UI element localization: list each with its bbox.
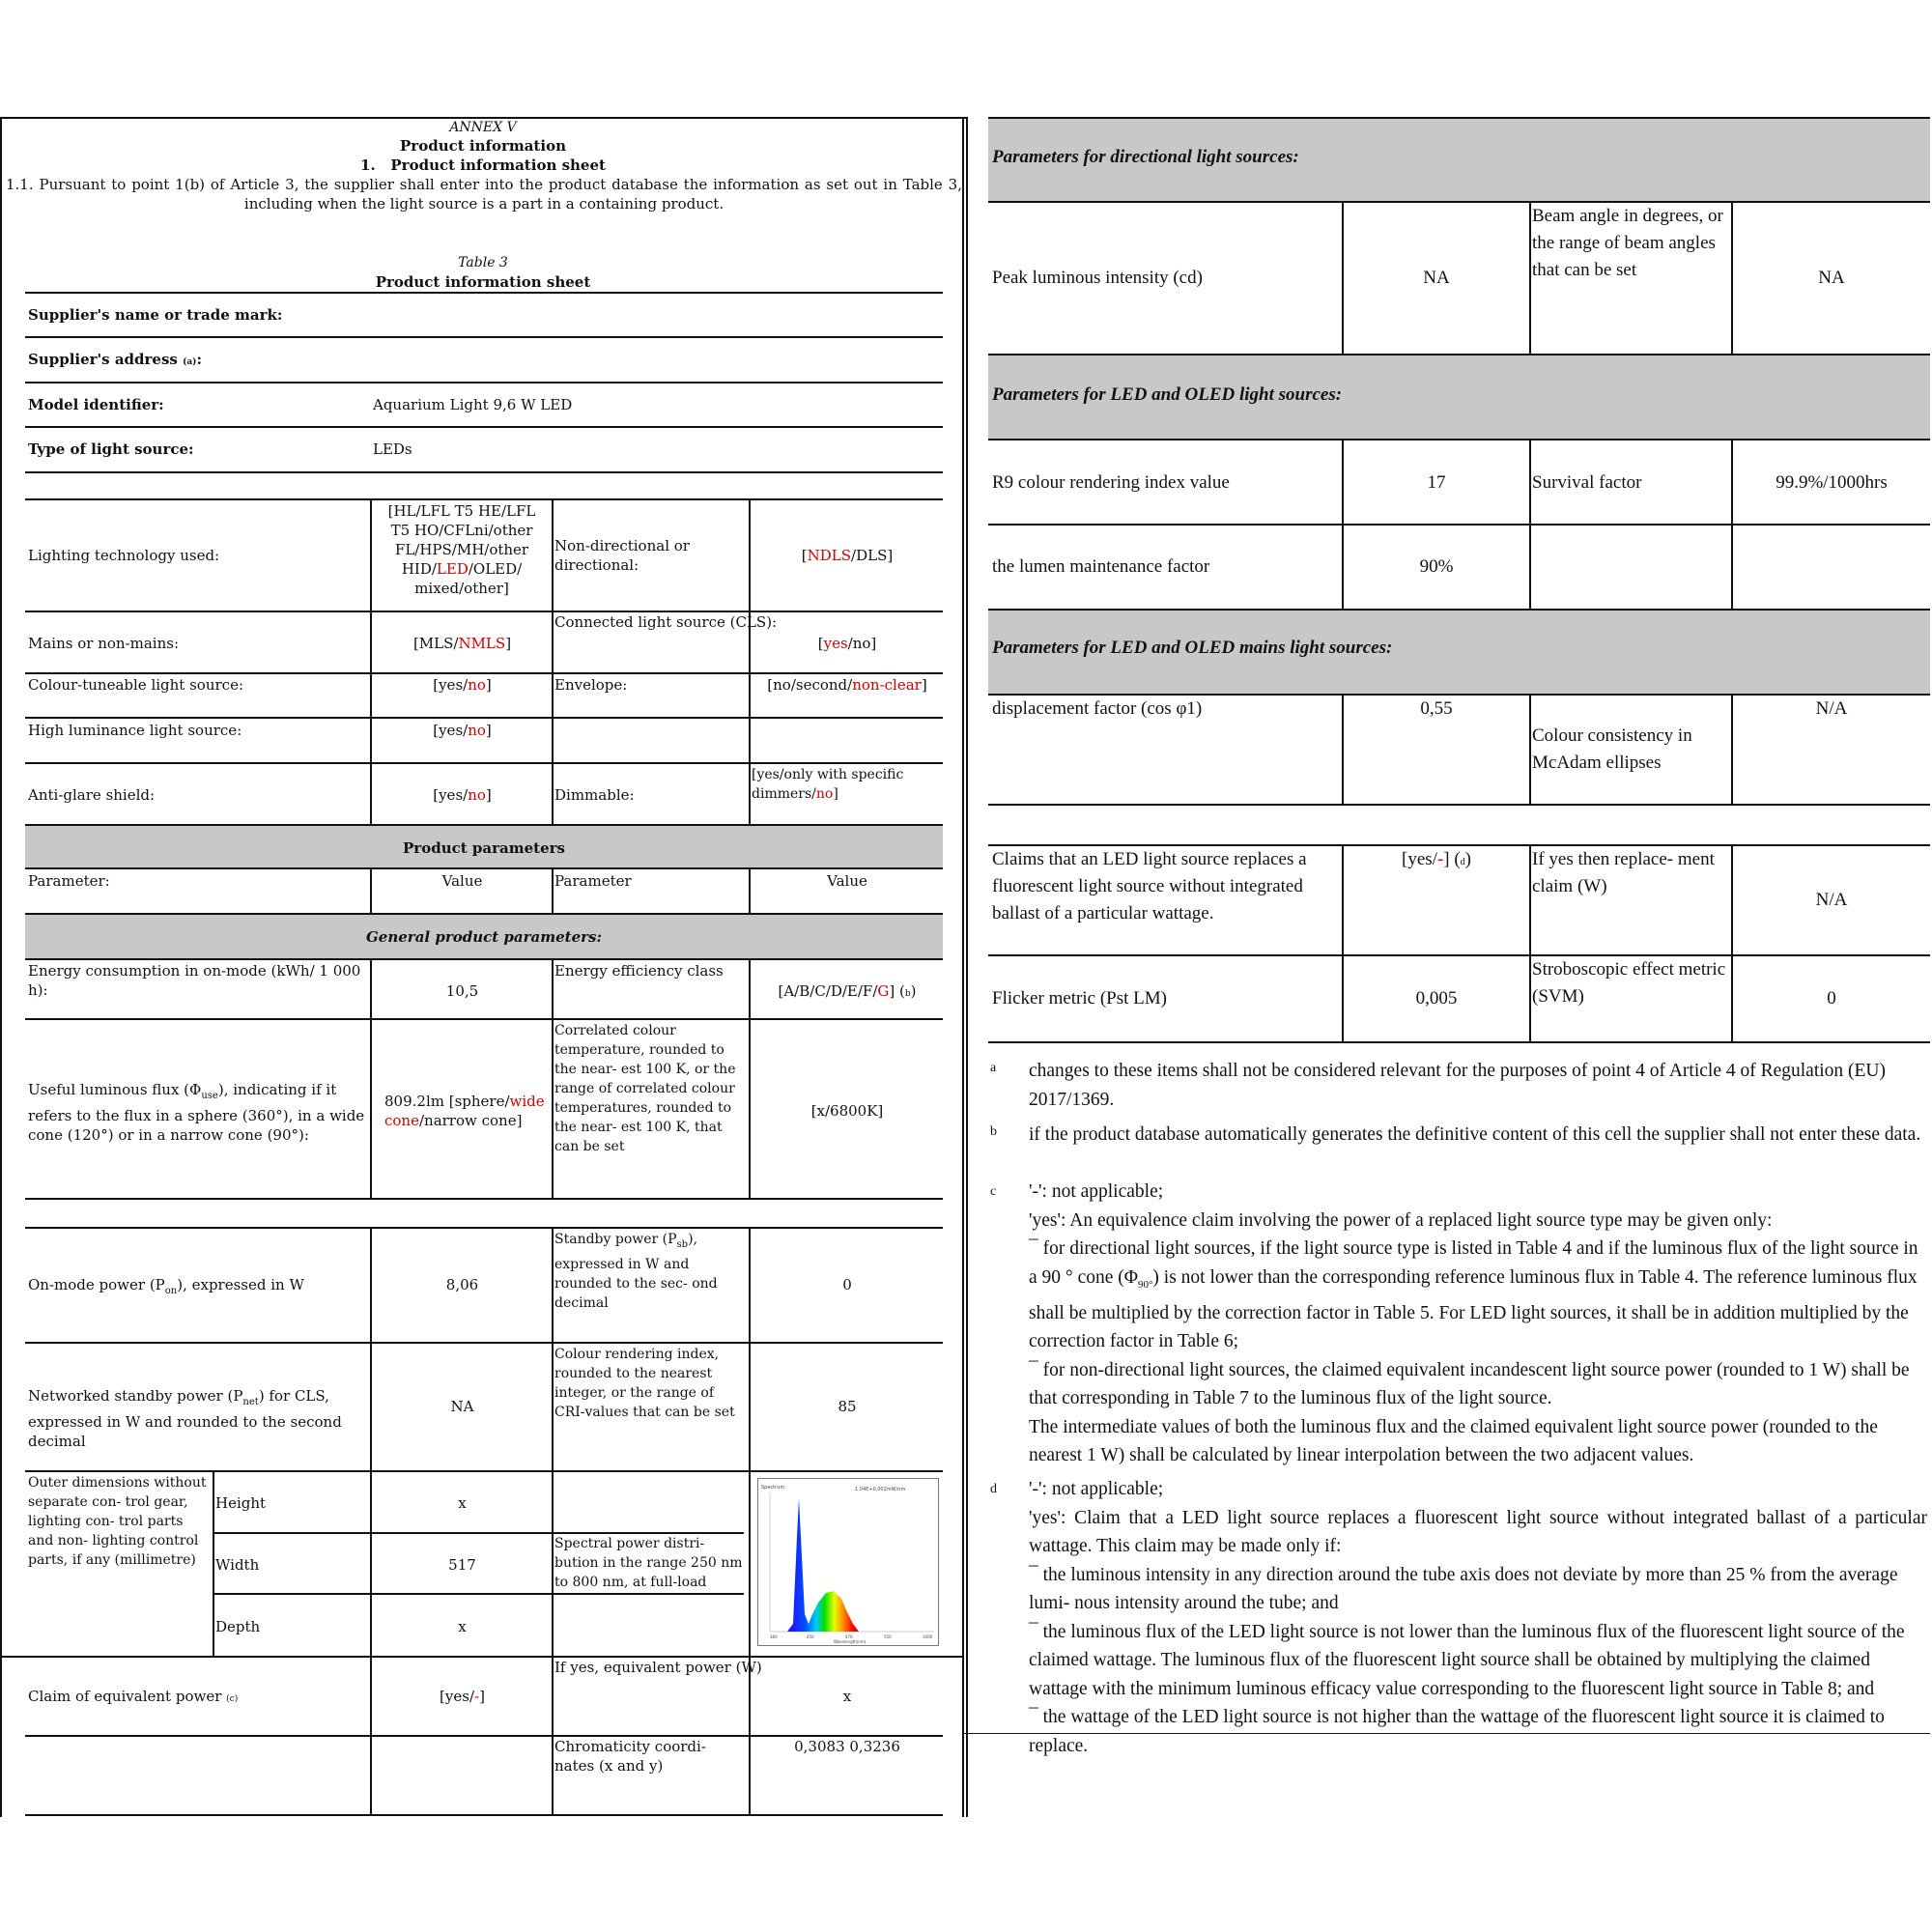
footnote-d: [1029, 1475, 1927, 1760]
footnote-c-line-4: ¯ for non-directional light sources, the claimed equivalent incandescent light source power (rounded to 1 W) shall be that corresponding in Table 7 to the luminous flux of the light source.: [1029, 1359, 1910, 1409]
depth-value: x: [458, 1618, 467, 1635]
spectrum-chart: [757, 1478, 939, 1646]
onmode-value: 8,06: [445, 1276, 479, 1293]
general-parameters-heading: General product parameters:: [365, 928, 603, 946]
dimmable-value: [yes/only with specific dimmers/no]: [752, 767, 904, 802]
chroma-label: Chromaticity coordi- nates (x and y): [554, 1738, 706, 1775]
spectrum-title: Spectrum: [761, 1485, 785, 1491]
efficiency-class-value: [A/B/C/D/E/F/G] (b): [778, 982, 917, 1000]
footnote-d-line-5: ¯ the wattage of the LED light source is not higher than the wattage of the fluorescent light source it is claimed to replace.: [1029, 1707, 1885, 1756]
spectral-label: Spectral power distri- bution in the range 250 nm to 800 nm, at full-load: [554, 1536, 743, 1590]
replacement-value: N/A: [1815, 890, 1848, 910]
efficiency-class-label: Energy efficiency class: [554, 962, 724, 980]
beam-value: NA: [1818, 268, 1845, 288]
outer-dimensions-label: Outer dimensions without separate con- trol gear, lighting con- trol parts and non- lighting control parts, if any (millimetre): [28, 1475, 207, 1568]
networked-label: Networked standby power $(P_{net})$ for CLS, expressed in W and rounded to the second decimal: [28, 1387, 342, 1450]
annex-label: ANNEX V: [449, 120, 517, 135]
dimmable-label: Dimmable:: [554, 786, 635, 804]
footnote-a-letter: a: [990, 1061, 997, 1075]
colour-tune-label: Colour-tuneable light source:: [28, 676, 243, 694]
width-label: Width: [215, 1556, 260, 1574]
cct-value: [x/6800K]: [810, 1102, 884, 1120]
spectrum-xlabel: Wavelength(nm): [834, 1639, 867, 1644]
r9-label: R9 colour rendering index value: [992, 472, 1230, 493]
value-header-2: Value: [827, 872, 867, 890]
footnote-c-line-5: The intermediate values of both the luminous flux and the claimed equivalent light source power (rounded to the nearest 1 W) shall be calculated by linear interpolation between the two adjacent values.: [1029, 1416, 1878, 1466]
replacement-label: If yes then replace- ment claim (W): [1532, 849, 1715, 896]
onmode-label: On-mode power $(P_{on})$, expressed in W: [28, 1276, 304, 1296]
flux-value: 809.2lm [sphere/wide cone/narrow cone]: [384, 1093, 545, 1129]
table-label: Table 3: [458, 255, 508, 270]
mains-label: Mains or non-mains:: [28, 635, 179, 652]
spectrum-xtick-2: 476: [845, 1634, 853, 1639]
supplier-name-label: Supplier's name or trade mark:: [28, 306, 283, 324]
displacement-label: displacement factor (cos φ1): [992, 698, 1203, 719]
networked-value: NA: [450, 1398, 474, 1415]
peak-label: Peak luminous intensity (cd): [992, 268, 1203, 288]
footnote-c: [1029, 1178, 1927, 1470]
heading-text: Product information sheet: [390, 156, 606, 174]
stroboscopic-value: 0: [1827, 988, 1836, 1009]
footnote-c-line-1: '-': not applicable;: [1029, 1181, 1164, 1202]
supplier-address-label: Supplier's address (a):: [28, 351, 202, 368]
flicker-value: 0,005: [1415, 988, 1458, 1009]
type-label: Type of light source:: [28, 440, 194, 458]
height-label: Height: [215, 1494, 267, 1512]
spectrum-xtick-1: 450: [807, 1634, 814, 1639]
claims-label: Claims that an LED light source replaces a fluorescent light source without integrated ballast of a particular wattage.: [992, 849, 1307, 923]
consistency-label: Colour consistency in McAdam ellipses: [1532, 725, 1692, 773]
spectrum-xtick-4: 1000: [923, 1634, 933, 1639]
cls-label: Connected light source (CLS):: [554, 613, 778, 631]
parameter-header: Parameter:: [28, 872, 110, 890]
intro-paragraph: 1.1. Pursuant to point 1(b) of Article 3, the supplier shall enter into the product database the information as set out in Table 3, including when the light source is a part in a containing product.: [6, 176, 962, 213]
footnote-c-letter: c: [990, 1184, 997, 1199]
spectrum-svg: [758, 1479, 938, 1645]
model-value: Aquarium Light 9,6 W LED: [373, 396, 573, 413]
stroboscopic-label: Stroboscopic effect metric (SVM): [1532, 959, 1726, 1007]
envelope-value: [no/second/non-clear]: [767, 676, 927, 694]
high-lum-label: High luminance light source:: [28, 722, 242, 739]
flicker-label: Flicker metric (Pst LM): [992, 988, 1167, 1009]
antiglare-value: [yes/no]: [433, 786, 492, 804]
beam-label: Beam angle in degrees, or the range of beam angles that can be set: [1532, 206, 1723, 280]
mains-value: [MLS/NMLS]: [412, 635, 512, 652]
footnote-b-letter: b: [990, 1124, 997, 1139]
nondir-label: Non-directional or directional:: [554, 537, 690, 574]
r9-value: 17: [1427, 472, 1446, 493]
consistency-value: N/A: [1815, 698, 1848, 719]
value-header: Value: [441, 872, 483, 890]
chroma-value: 0,3083 0,3236: [794, 1738, 900, 1755]
cls-value: [yes/no]: [817, 635, 877, 652]
footnote-ref: (a): [183, 357, 197, 367]
mains-header: Parameters for LED and OLED mains light sources:: [992, 638, 1393, 658]
footnote-d-letter: d: [990, 1482, 997, 1496]
footnote-d-line-4: ¯ the luminous flux of the LED light source is not lower than the luminous flux of the fluorescent light source of the claimed wattage. The luminous flux of the fluorescent light source shall be obtained by multiplying the claimed wattage with the minimum luminous efficacy value corresponding to the fluorescent light source in Table 8; and: [1029, 1621, 1905, 1699]
lighting-tech-value: [HL/LFL T5 HE/LFL T5 HO/CFLni/other FL/HPS/MH/other HID/LED/OLED/ mixed/other]: [387, 502, 536, 597]
nondir-value: [NDLS/DLS]: [801, 547, 894, 564]
heading-number: 1.: [360, 156, 376, 174]
spectrum-xtick-0: 380: [770, 1634, 778, 1639]
spectrum-peak: 1.04E+0.002mW/nm: [855, 1487, 906, 1492]
cct-label: Correlated colour temperature, rounded to the near- est 100 K, or the range of correlated colour temperatures, rounded to the near- est 100 K, that can be set: [554, 1023, 736, 1154]
cri-value: 85: [838, 1398, 857, 1415]
spectrum-xtick-3: 550: [884, 1634, 892, 1639]
led-header: Parameters for LED and OLED light sources:: [992, 384, 1343, 405]
equiv-label: If yes, equivalent power (W): [554, 1659, 762, 1676]
flux-label: Useful luminous flux $(\Phi_{use})$, indicating if it refers to the flux in a sphere (360°), in a wide cone (120°) or in a narrow cone (90°):: [28, 1081, 365, 1144]
footnote-c-line-3: ¯ for directional light sources, if the light source type is listed in Table 4 and if the luminous flux of the light source in a 90 ° cone $(\Phi_{90^\circ})$ is not lower than the corresponding reference luminous flux in Table 4. The reference luminous flux shall be multiplied by the correction factor in Table 5. For LED light sources, it shall be in addition multiplied by the correction factor in Table 6;: [1029, 1238, 1918, 1352]
directional-header: Parameters for directional light sources:: [992, 147, 1299, 167]
displacement-value: 0,55: [1420, 698, 1453, 719]
envelope-label: Envelope:: [554, 676, 628, 694]
high-lum-value: [yes/no]: [433, 722, 492, 739]
type-value: LEDs: [373, 440, 412, 458]
cri-label: Colour rendering index, rounded to the nearest integer, or the range of CRI-values that can be set: [554, 1347, 735, 1420]
energy-value: 10,5: [445, 982, 479, 1000]
footnote-d-line-1: '-': not applicable;: [1029, 1479, 1164, 1499]
lumen-label: the lumen maintenance factor: [992, 556, 1210, 577]
height-value: x: [458, 1494, 467, 1512]
frame-right: [962, 117, 964, 1817]
colour-tune-value: [yes/no]: [433, 676, 492, 694]
table-title: Product information sheet: [375, 273, 591, 291]
model-label: Model identifier:: [28, 396, 164, 413]
lumen-value: 90%: [1419, 556, 1454, 577]
peak-value: NA: [1423, 268, 1450, 288]
footnote-c-line-2: 'yes': An equivalence claim involving the power of a replaced light source type may be given only:: [1029, 1209, 1773, 1231]
footnote-a: changes to these items shall not be considered relevant for the purposes of point 4 of Article 4 of Regulation (EU) 2017/1369.: [1029, 1061, 1887, 1110]
standby-label: Standby power $(P_{sb})$, expressed in W and rounded to the sec- ond decimal: [554, 1232, 718, 1311]
equiv-value: x: [842, 1688, 852, 1705]
claim-label: Claim of equivalent power (c): [28, 1688, 239, 1705]
product-parameters-heading: Product parameters: [403, 839, 565, 857]
heading-product-information: Product information: [400, 137, 566, 155]
claim-value: [yes/-]: [440, 1688, 485, 1705]
footnote-b: if the product database automatically generates the definitive content of this cell the supplier shall not enter these data.: [1029, 1124, 1921, 1145]
lighting-tech-label: Lighting technology used:: [28, 547, 220, 564]
heading-product-information-sheet: [0, 156, 966, 175]
footnote-d-line-3: ¯ the luminous intensity in any direction around the tube axis does not deviate by more than 25 % from the average lumi- nous intensity around the tube; and: [1029, 1564, 1898, 1613]
energy-label: Energy consumption in on-mode (kWh/ 1 000 h):: [28, 962, 361, 999]
footnote-d-line-2: 'yes': Claim that a LED light source replaces a fluorescent light source without integrated ballast of a particular wattage. This claim may be made only if:: [1029, 1507, 1927, 1556]
survival-value: 99.9%/1000hrs: [1776, 472, 1888, 493]
frame-right-inner: [966, 117, 968, 1817]
claims-value: [yes/-] (d): [1402, 849, 1471, 869]
depth-label: Depth: [215, 1618, 261, 1635]
antiglare-label: Anti-glare shield:: [28, 786, 156, 804]
frame-left: [0, 117, 2, 1817]
standby-value: 0: [842, 1276, 852, 1293]
survival-label: Survival factor: [1532, 472, 1642, 493]
parameter-header-2: Parameter: [554, 872, 632, 890]
width-value: 517: [448, 1556, 476, 1574]
